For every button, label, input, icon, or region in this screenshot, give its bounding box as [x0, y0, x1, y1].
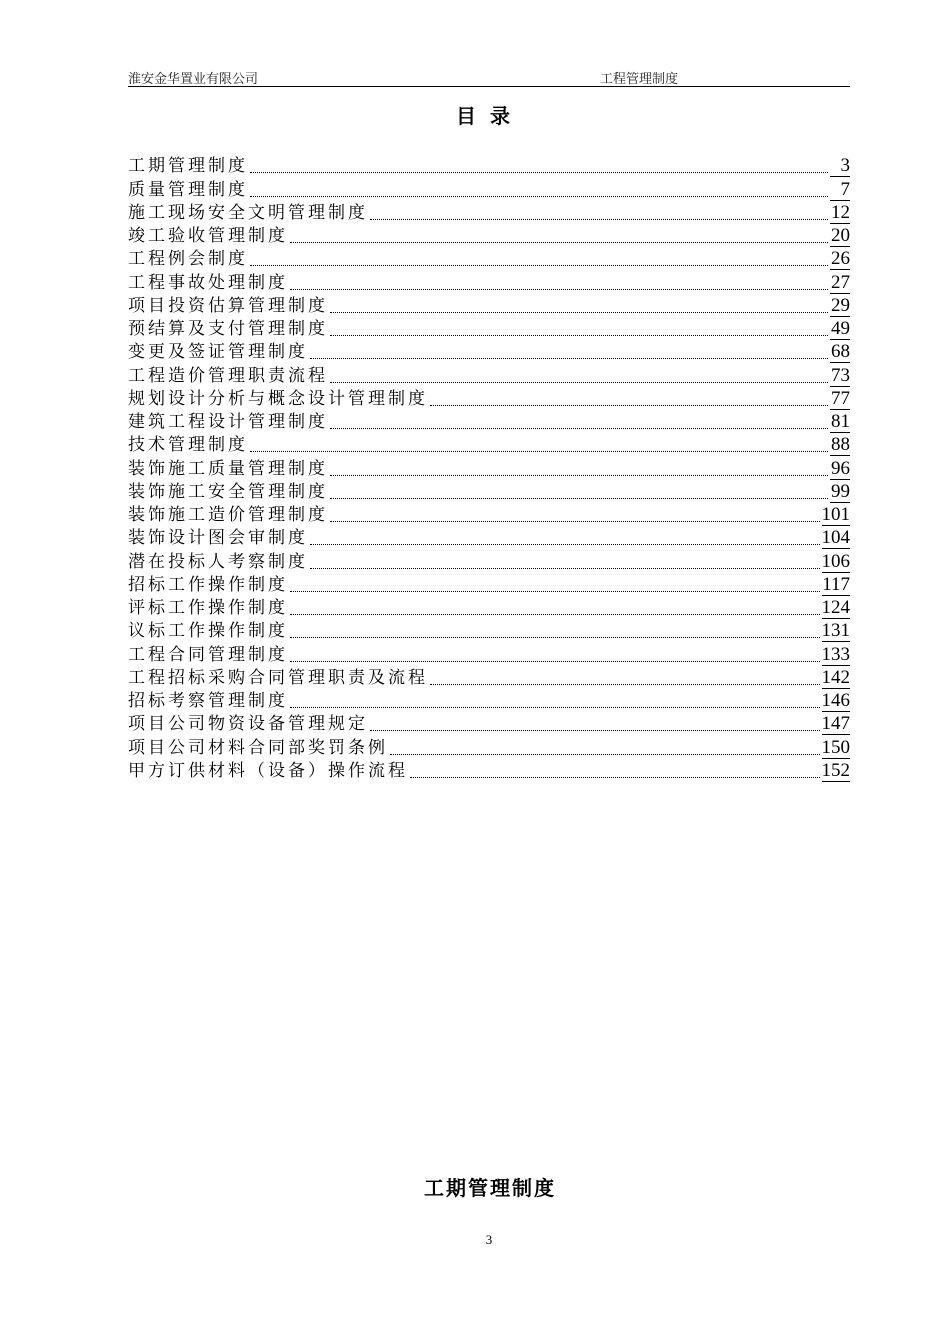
toc-leader-dots: [250, 171, 828, 173]
toc-item-label: 议标工作操作制度: [128, 621, 288, 642]
toc-leader-dots: [250, 450, 828, 452]
toc-item-page: 73: [831, 364, 850, 386]
toc-item-label: 工期管理制度: [128, 156, 248, 177]
toc-item-page: 77: [831, 387, 850, 409]
toc-item[interactable]: [128, 689, 850, 712]
toc-item-label: 技术管理制度: [128, 435, 248, 456]
toc-item[interactable]: [128, 642, 850, 665]
toc-item-label: 评标工作操作制度: [128, 598, 288, 618]
toc-item-page: 26: [831, 248, 850, 270]
toc-leader-dots: [430, 683, 820, 685]
toc-item[interactable]: [128, 503, 850, 526]
toc-leader-dots: [370, 218, 828, 220]
toc-item[interactable]: [128, 480, 850, 503]
toc-item-label: 潜在投标人考察制度: [128, 551, 308, 572]
toc-item[interactable]: [128, 410, 850, 433]
toc-item-page: 20: [831, 225, 850, 246]
toc-item-page: 29: [831, 294, 850, 316]
toc-leader-dots: [370, 729, 820, 731]
toc-item-page: 3: [830, 156, 850, 177]
toc-leader-dots: [290, 660, 820, 662]
toc-item[interactable]: [128, 363, 850, 386]
toc-item-label: 预结算及支付管理制度: [128, 319, 328, 339]
toc-item[interactable]: [128, 387, 850, 410]
toc-item-label: 装饰设计图会审制度: [128, 528, 308, 549]
toc-item[interactable]: [128, 154, 850, 177]
toc-item-page: 104: [821, 527, 850, 549]
toc-item[interactable]: [128, 596, 850, 619]
toc-item-page: 146: [821, 690, 850, 711]
toc-item[interactable]: [128, 340, 850, 363]
toc-leader-dots: [310, 543, 820, 545]
toc-item-page: 142: [821, 666, 850, 688]
header-company: 淮安金华置业有限公司: [128, 72, 259, 87]
toc-leader-dots: [330, 520, 820, 522]
toc-item-label: 招标工作操作制度: [128, 574, 288, 595]
page-header: [128, 64, 850, 87]
table-of-contents: [128, 154, 850, 782]
section-title: 工期管理制度: [424, 1176, 556, 1200]
toc-item[interactable]: [128, 177, 850, 200]
toc-item[interactable]: [128, 317, 850, 340]
toc-item-label: 装饰施工安全管理制度: [128, 481, 328, 502]
toc-item-label: 工程招标采购合同管理职责及流程: [128, 667, 428, 688]
toc-leader-dots: [330, 497, 828, 499]
toc-leader-dots: [290, 241, 828, 243]
toc-item[interactable]: [128, 619, 850, 642]
toc-leader-dots: [390, 753, 820, 755]
toc-leader-dots: [290, 636, 820, 638]
toc-item-page: 96: [831, 457, 850, 479]
toc-item-page: 12: [831, 201, 850, 223]
toc-item-label: 工程造价管理职责流程: [128, 365, 328, 386]
toc-item[interactable]: [128, 666, 850, 689]
toc-item[interactable]: [128, 224, 850, 247]
toc-leader-dots: [410, 776, 820, 778]
page-number: 3: [485, 1232, 493, 1247]
toc-item[interactable]: [128, 456, 850, 479]
toc-leader-dots: [430, 404, 828, 406]
toc-leader-dots: [310, 567, 820, 569]
toc-leader-dots: [290, 590, 820, 592]
toc-item-page: 117: [822, 573, 850, 595]
toc-item-label: 变更及签证管理制度: [128, 342, 308, 363]
toc-leader-dots: [290, 288, 828, 290]
toc-leader-dots: [250, 264, 828, 266]
toc-item[interactable]: [128, 294, 850, 317]
toc-item-page: 88: [831, 434, 850, 456]
toc-item[interactable]: [128, 270, 850, 293]
toc-item[interactable]: [128, 549, 850, 572]
toc-item-label: 工程例会制度: [128, 249, 248, 270]
toc-leader-dots: [330, 381, 828, 383]
header-doc-title: 工程管理制度: [600, 72, 679, 87]
toc-item-label: 规划设计分析与概念设计管理制度: [128, 388, 428, 409]
toc-item[interactable]: [128, 433, 850, 456]
toc-item-label: 项目投资估算管理制度: [128, 295, 328, 316]
toc-item[interactable]: [128, 247, 850, 270]
toc-leader-dots: [330, 311, 828, 313]
toc-leader-dots: [330, 334, 828, 336]
toc-item-page: 150: [821, 736, 850, 758]
toc-item-page: 152: [821, 759, 850, 781]
toc-item-page: 7: [830, 180, 850, 201]
toc-item-label: 施工现场安全文明管理制度: [128, 202, 368, 223]
toc-leader-dots: [310, 357, 828, 359]
toc-title: 目录: [456, 104, 524, 128]
toc-item[interactable]: [128, 201, 850, 224]
toc-item[interactable]: [128, 759, 850, 782]
toc-item-label: 建筑工程设计管理制度: [128, 412, 328, 432]
toc-item-page: 49: [831, 318, 850, 339]
toc-item-label: 项目公司材料合同部奖罚条例: [128, 737, 388, 758]
toc-item-label: 装饰施工造价管理制度: [128, 505, 328, 525]
toc-item-label: 装饰施工质量管理制度: [128, 458, 328, 479]
toc-leader-dots: [250, 195, 828, 197]
toc-item-label: 甲方订供材料（设备）操作流程: [128, 760, 408, 781]
toc-item-label: 质量管理制度: [128, 179, 248, 200]
toc-item[interactable]: [128, 526, 850, 549]
toc-leader-dots: [290, 706, 820, 708]
toc-item[interactable]: [128, 712, 850, 735]
toc-item[interactable]: [128, 573, 850, 596]
toc-item-label: 工程合同管理制度: [128, 644, 288, 665]
toc-item-page: 124: [821, 597, 850, 618]
toc-leader-dots: [330, 427, 828, 429]
toc-item-page: 101: [821, 504, 850, 525]
toc-item-page: 133: [821, 643, 850, 665]
toc-item[interactable]: [128, 735, 850, 758]
toc-leader-dots: [290, 613, 820, 615]
toc-item-page: 106: [821, 550, 850, 572]
toc-item-page: 81: [831, 411, 850, 432]
toc-item-label: 竣工验收管理制度: [128, 226, 288, 246]
toc-item-page: 27: [831, 271, 850, 293]
toc-item-label: 招标考察管理制度: [128, 691, 288, 711]
toc-item-page: 147: [821, 713, 850, 735]
toc-leader-dots: [330, 474, 828, 476]
toc-item-page: 68: [831, 341, 850, 363]
toc-item-label: 工程事故处理制度: [128, 272, 288, 293]
toc-item-page: 131: [821, 620, 850, 642]
toc-item-page: 99: [831, 480, 850, 502]
toc-item-label: 项目公司物资设备管理规定: [128, 714, 368, 735]
